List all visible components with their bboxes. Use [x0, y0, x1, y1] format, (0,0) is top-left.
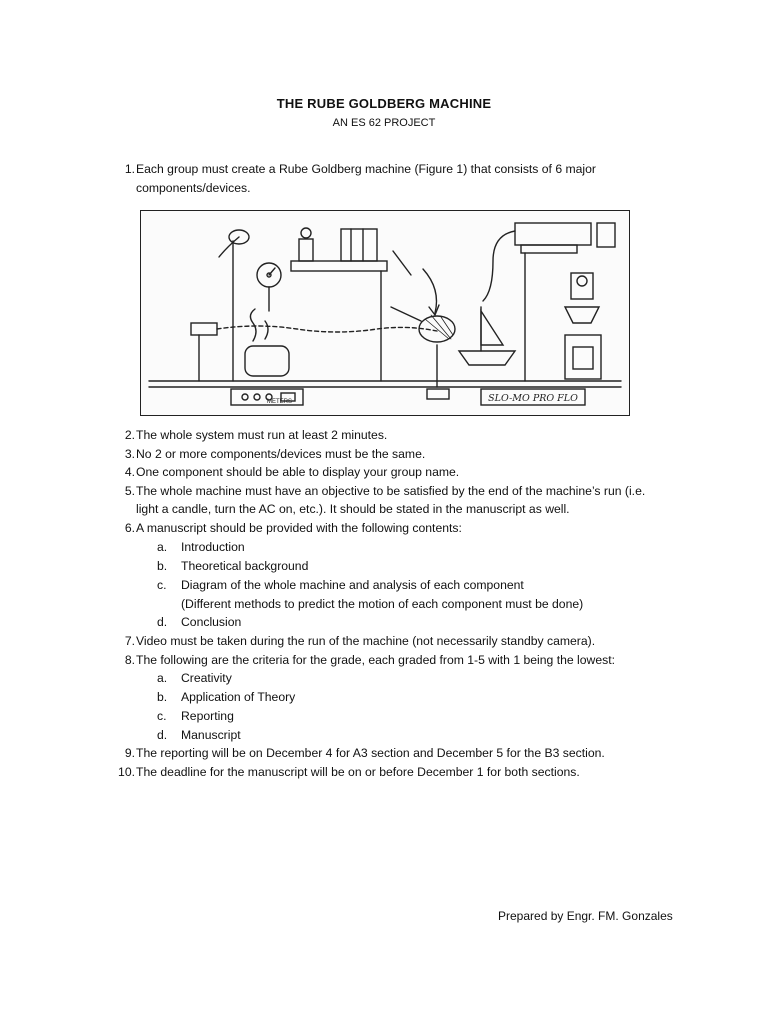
list-item-1 [113, 160, 596, 179]
switch-box [427, 389, 449, 399]
steam-line [250, 309, 256, 341]
cable [483, 231, 515, 301]
sublist-letter: a. [157, 671, 168, 685]
sublist-item [157, 707, 234, 726]
sublist-letter: a. [157, 540, 168, 554]
shelf [291, 261, 387, 271]
list-number: 3. [124, 447, 135, 461]
air-stream [217, 326, 437, 332]
hook-arm [219, 237, 239, 257]
panel-knob-1 [242, 394, 248, 400]
sublist-letter: d. [157, 728, 168, 742]
list-item-2 [113, 426, 388, 445]
figure-rube-goldberg-drawing [140, 210, 630, 416]
sublist-item [157, 557, 309, 576]
sublist-item [157, 726, 241, 745]
list-item-10 [113, 763, 580, 782]
list-text: The whole system must run at least 2 minutes. [136, 428, 388, 442]
list-number: 5. [124, 484, 135, 498]
list-number: 1. [124, 162, 135, 176]
machine-illustration [141, 211, 629, 415]
list-number: 8. [124, 653, 135, 667]
panel-knob-2 [254, 394, 260, 400]
list-item-5-continuation: light a candle, turn the AC on, etc.). It should be stated in the manuscript as well. [136, 502, 570, 516]
sublist-text: Conclusion [181, 615, 242, 629]
list-text: The whole machine must have an objective to be satisfied by the end of the machine’s run (i.e. [136, 484, 646, 498]
sublist-item [157, 613, 242, 632]
jar-stand [565, 335, 601, 379]
sublist-text: Application of Theory [181, 690, 296, 704]
funnel [565, 307, 599, 323]
sublist-letter: c. [157, 578, 167, 592]
bottle [299, 239, 313, 261]
document-subtitle: AN ES 62 PROJECT [332, 117, 436, 129]
sublist-text: Reporting [181, 709, 234, 723]
sublist-letter: b. [157, 559, 168, 573]
list-number: 2. [124, 428, 135, 442]
list-item-4 [113, 463, 460, 482]
list-text: A manuscript should be provided with the following contents: [136, 521, 462, 535]
list-item-1-continuation: components/devices. [136, 181, 251, 195]
chute [393, 251, 411, 275]
arrow-curve [423, 269, 437, 313]
sublist-letter: d. [157, 615, 168, 629]
steam-line-2 [265, 321, 268, 339]
sublist-text: Manuscript [181, 728, 241, 742]
list-text: The reporting will be on December 4 for A3 section and December 5 for the B3 section. [136, 746, 605, 760]
list-number: 6. [124, 521, 135, 535]
figure-face [577, 276, 587, 286]
list-item-9 [113, 744, 605, 763]
document-title: THE RUBE GOLDBERG MACHINE [276, 96, 492, 111]
sublist-text: Diagram of the whole machine and analysis of each component [181, 578, 524, 592]
sign-label: SLO-MO PRO FLO [488, 393, 578, 404]
toaster [245, 346, 289, 376]
sublist-item [157, 688, 296, 707]
sublist-item [157, 538, 245, 557]
sublist-text: Introduction [181, 540, 245, 554]
list-text: The following are the criteria for the grade, each graded from 1-5 with 1 being the lowest: [136, 653, 615, 667]
list-item-3 [113, 445, 426, 464]
list-item-6 [113, 519, 462, 538]
boat-sail [481, 311, 503, 345]
list-item-8 [113, 651, 615, 670]
boat-hull [459, 351, 515, 365]
list-number: 4. [124, 465, 135, 479]
jar [573, 347, 593, 369]
sublist-text: Theoretical background [181, 559, 309, 573]
sublist-item [157, 576, 524, 595]
panel-label: METERS [267, 399, 293, 405]
top-housing [515, 223, 591, 245]
list-text: The deadline for the manuscript will be on or before December 1 for both sections. [136, 765, 580, 779]
arrow-head [429, 305, 439, 315]
prepared-by-footer: Prepared by Engr. FM. Gonzales [498, 909, 673, 923]
blower-box [191, 323, 217, 335]
cage-box [341, 229, 377, 261]
sublist-letter: b. [157, 690, 168, 704]
bottle-cap [301, 228, 311, 238]
housing-base [521, 245, 577, 253]
side-dial-box [597, 223, 615, 247]
list-text: One component should be able to display your group name. [136, 465, 460, 479]
sublist-item [157, 669, 232, 688]
racket-handle [391, 307, 421, 321]
list-number: 7. [124, 634, 135, 648]
sublist-text: Creativity [181, 671, 232, 685]
list-number: 10. [118, 765, 135, 779]
list-item-5 [113, 482, 646, 501]
list-number: 9. [124, 746, 135, 760]
list-text: Each group must create a Rube Goldberg machine (Figure 1) that consists of 6 major [136, 162, 596, 176]
list-item-7 [113, 632, 596, 651]
list-text: No 2 or more components/devices must be the same. [136, 447, 426, 461]
list-text: Video must be taken during the run of the machine (not necessarily standby camera). [136, 634, 596, 648]
sublist-item-c-continuation: (Different methods to predict the motion of each component must be done) [181, 597, 584, 611]
sublist-letter: c. [157, 709, 167, 723]
